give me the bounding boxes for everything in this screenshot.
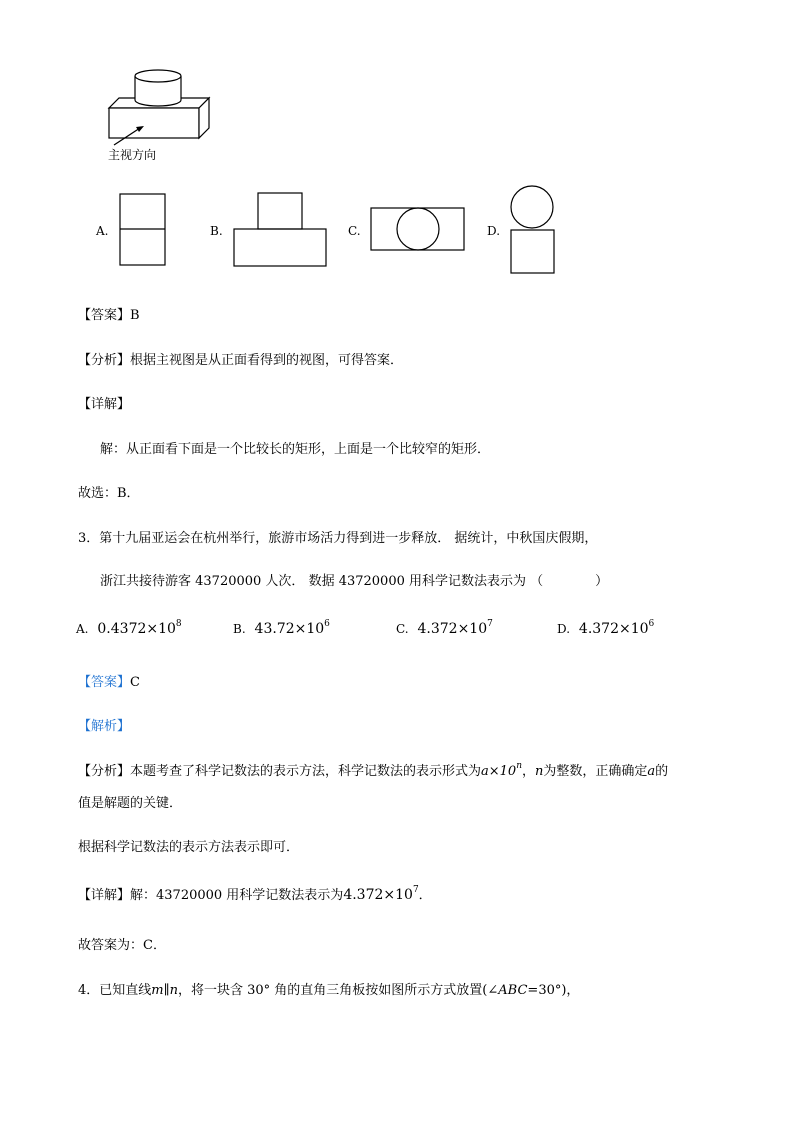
q3-answer [78, 671, 140, 690]
q3-stem-line2: 浙江共接待游客 43720000 人次． 数据 43720000 用科学记数法表示为 （ ） [100, 574, 609, 589]
q3-option-d [557, 619, 654, 637]
option-d-figure [509, 184, 557, 276]
q3-option-c-label: C. [396, 622, 409, 636]
q3-analysis [78, 760, 668, 779]
q3-var-a: a [647, 764, 656, 779]
option-d-label: D. [487, 224, 501, 238]
option-b-figure [233, 192, 328, 268]
q3-option-b-label: B. [233, 622, 246, 636]
q2-analysis: 【分析】根据主视图是从正面看得到的视图，可得答案． [78, 353, 404, 368]
q3-option-b-exp: 6 [324, 619, 330, 629]
q2-detail: 解：从正面看下面是一个比较长的矩形，上面是一个比较窄的矩形． [100, 442, 491, 457]
q2-choose: 故选：B． [78, 486, 140, 501]
option-a-figure [119, 193, 167, 267]
q3-analysis-line2: 值是解题的关键． [78, 796, 183, 811]
option-c-label: C. [348, 224, 361, 238]
q3-formula: a×10 [481, 764, 517, 779]
q2-detail-title: 【详解】 [78, 397, 131, 412]
q3-detail [78, 884, 432, 903]
q4-stem [78, 979, 579, 998]
q3-formula-exp: n [516, 761, 522, 771]
q3-option-a-exp: 8 [175, 619, 182, 629]
q4-stem-text: 4．已知直线 [78, 983, 152, 998]
q4-stem-text2: ，将一块含 30° 角的直角三角板按如图所示方式放置(∠ [178, 983, 499, 998]
q3-option-c-value: 4.372×10 [417, 621, 488, 637]
option-a-label: A. [96, 224, 109, 238]
q3-option-a-value: 0.4372×10 [97, 621, 176, 637]
q3-option-b [233, 619, 330, 637]
q3-analysis-text: 【分析】本题考查了科学记数法的表示方法，科学记数法的表示形式为 [78, 764, 482, 779]
q3-detail-text: 【详解】解：43720000 用科学记数法表示为 [78, 888, 344, 903]
q3-option-c [396, 619, 493, 637]
q3-answer-value: C [130, 675, 140, 690]
q3-option-b-value: 43.72×10 [254, 621, 325, 637]
q3-option-c-exp: 7 [487, 619, 493, 629]
q2-answer: 【答案】B [78, 308, 140, 323]
q3-detail-end: ． [418, 888, 432, 903]
q3-detail-exp: 7 [412, 885, 419, 895]
q3-option-a-label: A. [76, 622, 89, 636]
q3-option-d-value: 4.372×10 [578, 621, 649, 637]
q3-answer-tag: 【答案】 [78, 675, 131, 690]
option-b-label: B. [210, 224, 223, 238]
view-direction-label: 主视方向 [108, 148, 157, 162]
q3-jiexi: 【解析】 [78, 719, 131, 734]
q3-stem-line1: 3．第十九届亚运会在杭州举行，旅游市场活力得到进一步释放． 据统计，中秋国庆假期， [78, 531, 598, 546]
q3-analysis-comma: ， [522, 764, 536, 779]
q3-analysis-text2: 为整数，正确确定 [543, 764, 648, 779]
q4-var-m: m [151, 983, 164, 998]
q3-final: 故答案为：C． [78, 938, 166, 953]
q4-parallel: ∥ [163, 983, 170, 998]
q3-detail-value: 4.372×10 [343, 887, 413, 903]
q3-analysis-text3: 的 [655, 764, 669, 779]
q3-option-d-label: D. [557, 622, 571, 636]
q3-var-n: n [535, 764, 544, 779]
q4-angle-abc: ABC [498, 983, 528, 998]
q4-var-n: n [169, 983, 178, 998]
q3-method: 根据科学记数法的表示方法表示即可． [78, 840, 300, 855]
q3-option-d-exp: 6 [648, 619, 655, 629]
q4-stem-text3: =30°)， [527, 983, 580, 998]
q3-option-a [76, 619, 182, 637]
option-c-figure [370, 206, 466, 252]
